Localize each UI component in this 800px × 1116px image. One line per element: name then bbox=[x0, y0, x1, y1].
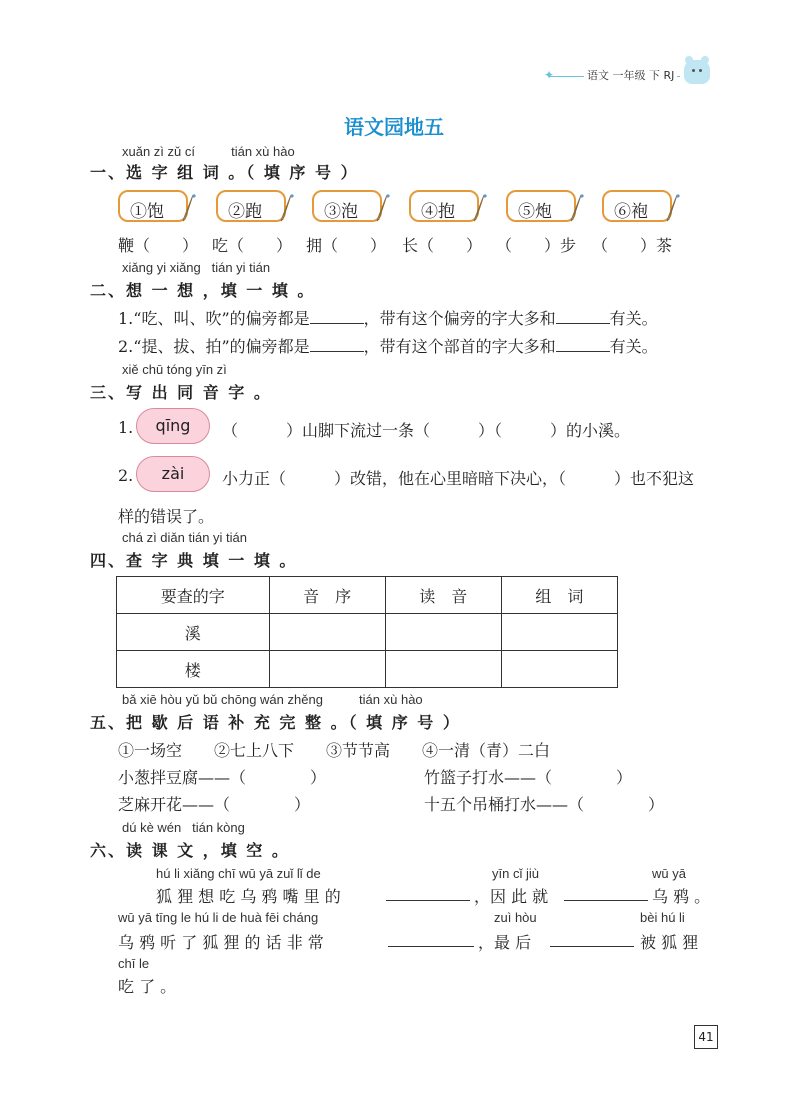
s4-heading: 四、查 字 典 填 一 填 。 bbox=[90, 551, 298, 570]
s3-question-1: （ ）山脚下流过一条（ ）（ ）的小溪。 bbox=[222, 421, 631, 440]
s5-heading: 五、把 歇 后 语 补 充 完 整 。（ 填 序 号 ） bbox=[90, 713, 461, 732]
answer-blank[interactable] bbox=[556, 335, 610, 352]
answer-cell[interactable] bbox=[501, 614, 617, 651]
option-label: ⑥袍 bbox=[614, 202, 648, 222]
answer-blank[interactable] bbox=[386, 884, 470, 901]
reading-text: 被 狐 狸 bbox=[640, 933, 699, 952]
cloud-pinyin: zài bbox=[161, 464, 185, 483]
q-number: 1. bbox=[118, 418, 134, 437]
s2-heading: 二、想 一 想 ，填 一 填 。 bbox=[90, 281, 316, 300]
reading-text: 乌 鸦 。 bbox=[652, 887, 711, 906]
bear-mascot-icon bbox=[684, 60, 710, 84]
reading-pinyin: bèi hú li bbox=[640, 910, 685, 925]
pinyin-cloud bbox=[136, 408, 210, 444]
q-text: ，带有这个偏旁的字大多和 bbox=[363, 309, 556, 328]
s5-options: ①一场空 ②七上八下 ③节节高 ④一清（青）二白 bbox=[118, 741, 551, 760]
s6-pinyin: dú kè wén tián kòng bbox=[122, 820, 245, 835]
reading-text: ，因 此 就 bbox=[474, 887, 549, 906]
reading-text: 吃 了 。 bbox=[118, 977, 177, 996]
option-pill bbox=[409, 190, 479, 222]
s5-pinyin: bǎ xiē hòu yǔ bǔ chōng wán zhěng tián xù hào bbox=[122, 692, 423, 707]
xiehouyu-item: 小葱拌豆腐——（ ） bbox=[118, 768, 327, 787]
option-pill bbox=[602, 190, 672, 222]
reading-pinyin: chī le bbox=[118, 956, 150, 971]
reading-text: 乌 鸦 听 了 狐 狸 的 话 非 常 bbox=[118, 933, 324, 952]
xiehouyu-item: 芝麻开花——（ ） bbox=[118, 795, 311, 814]
char-cell: 溪 bbox=[117, 614, 270, 651]
fill-item: （ ）步 bbox=[496, 236, 577, 255]
answer-blank[interactable] bbox=[310, 335, 364, 352]
pencil-icon bbox=[570, 194, 584, 222]
star-icon: ✦ bbox=[544, 68, 555, 82]
answer-blank[interactable] bbox=[388, 930, 474, 947]
option-pill bbox=[216, 190, 286, 222]
answer-cell[interactable] bbox=[501, 651, 617, 688]
q-text: 有关。 bbox=[609, 337, 658, 356]
pencil-icon bbox=[666, 194, 680, 222]
option-label: ⑤炮 bbox=[518, 202, 552, 222]
pencil-icon bbox=[473, 194, 487, 222]
option-label: ③泡 bbox=[324, 202, 358, 222]
page-number: 41 bbox=[694, 1025, 718, 1049]
header-label: 语文 一年级 下 RJ bbox=[584, 67, 677, 83]
answer-blank[interactable] bbox=[550, 930, 634, 947]
q-number: 2. bbox=[118, 466, 134, 485]
fill-item: 吃（ ） bbox=[212, 236, 293, 255]
q-text: 有关。 bbox=[609, 309, 658, 328]
dictionary-table bbox=[116, 576, 618, 688]
option-label: ②跑 bbox=[228, 202, 262, 222]
s2-question-1 bbox=[118, 306, 658, 329]
answer-blank[interactable] bbox=[556, 307, 610, 324]
option-pill bbox=[506, 190, 576, 222]
reading-text: ，最 后 bbox=[478, 933, 532, 952]
col-header: 组 词 bbox=[501, 577, 617, 614]
xiehouyu-item: 十五个吊桶打水——（ ） bbox=[424, 795, 665, 814]
q-text: 2.“提、拔、拍”的偏旁都是 bbox=[118, 337, 310, 356]
reading-pinyin: wū yā tīng le hú li de huà fēi cháng bbox=[118, 910, 319, 925]
table-row bbox=[117, 651, 618, 688]
col-header: 音 序 bbox=[269, 577, 385, 614]
col-header: 要查的字 bbox=[117, 577, 270, 614]
table-header-row bbox=[117, 577, 618, 614]
option-pill bbox=[312, 190, 382, 222]
answer-cell[interactable] bbox=[269, 651, 385, 688]
s2-question-2 bbox=[118, 334, 658, 357]
reading-pinyin: hú li xiǎng chī wū yā zuǐ lǐ de bbox=[156, 866, 321, 881]
s6-heading: 六、读 课 文 ，填 空 。 bbox=[90, 841, 290, 860]
answer-blank[interactable] bbox=[310, 307, 364, 324]
page-title: 语文园地五 bbox=[344, 115, 444, 139]
s1-heading: 一、选 字 组 词 。（ 填 序 号 ） bbox=[90, 163, 359, 182]
reading-text: 狐 狸 想 吃 乌 鸦 嘴 里 的 bbox=[156, 887, 341, 906]
pencil-icon bbox=[182, 194, 196, 222]
pinyin-cloud bbox=[136, 456, 210, 492]
s4-pinyin: chá zì diǎn tián yi tián bbox=[122, 530, 248, 545]
s3-question-2: 小力正（ ）改错，他在心里暗暗下决心，（ ）也不犯这 bbox=[222, 469, 695, 488]
fill-item: 鞭（ ） bbox=[118, 236, 199, 255]
answer-blank[interactable] bbox=[564, 884, 648, 901]
option-pill bbox=[118, 190, 188, 222]
fill-item: 拥（ ） bbox=[306, 236, 387, 255]
pencil-icon bbox=[376, 194, 390, 222]
reading-pinyin: yīn cǐ jiù bbox=[492, 866, 539, 881]
col-header: 读 音 bbox=[385, 577, 501, 614]
cloud-pinyin: qīng bbox=[155, 416, 191, 435]
s3-question-2-cont: 样的错误了。 bbox=[118, 507, 215, 526]
q-text: ，带有这个部首的字大多和 bbox=[363, 337, 556, 356]
table-row bbox=[117, 614, 618, 651]
answer-cell[interactable] bbox=[269, 614, 385, 651]
fill-item: （ ）茶 bbox=[592, 236, 673, 255]
s3-pinyin: xiě chū tóng yīn zì bbox=[122, 362, 227, 377]
option-label: ①饱 bbox=[130, 202, 164, 222]
xiehouyu-item: 竹篮子打水——（ ） bbox=[424, 768, 633, 787]
s3-heading: 三、写 出 同 音 字 。 bbox=[90, 383, 272, 402]
pencil-icon bbox=[280, 194, 294, 222]
fill-item: 长（ ） bbox=[402, 236, 483, 255]
s1-pinyin: xuǎn zì zǔ cí tián xù hào bbox=[122, 144, 295, 159]
q-text: 1.“吃、叫、吹”的偏旁都是 bbox=[118, 309, 310, 328]
answer-cell[interactable] bbox=[385, 651, 501, 688]
answer-cell[interactable] bbox=[385, 614, 501, 651]
char-cell: 楼 bbox=[117, 651, 270, 688]
s2-pinyin: xiǎng yi xiǎng tián yi tián bbox=[122, 260, 271, 275]
reading-pinyin: wū yā bbox=[652, 866, 686, 881]
option-label: ④抱 bbox=[421, 202, 455, 222]
reading-pinyin: zuì hòu bbox=[494, 910, 537, 925]
